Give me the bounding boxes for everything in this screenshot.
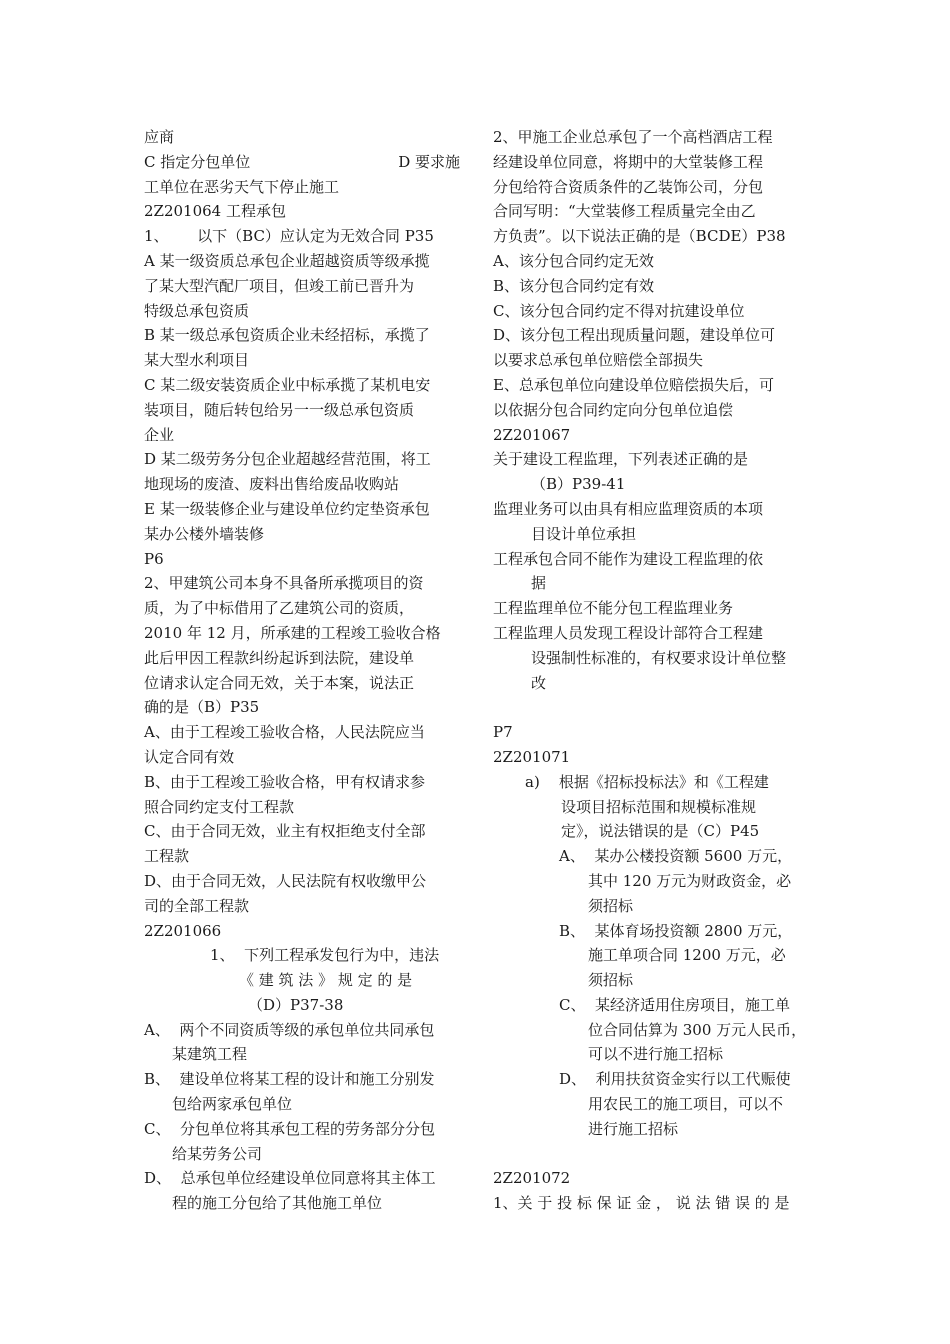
text-line: 工程款 (144, 847, 190, 866)
section-heading: 2Z201072 (493, 1169, 571, 1188)
question-line: 1、 以下（BC）应认定为无效合同 P35 (144, 227, 434, 246)
text-line: （D）P37-38 (248, 995, 344, 1014)
section-heading: 2Z201066 (144, 921, 222, 940)
question-line: 1、关 于 投 标 保 证 金 ， 说 法 错 误 的 是 (493, 1194, 790, 1213)
option-line: C、该分包合同约定不得对抗建设单位 (493, 301, 745, 320)
option-line: D、 总承包单位经建设单位同意将其主体工 (144, 1169, 436, 1188)
text-line: 位请求认定合同无效，关于本案，说法正 (144, 673, 415, 692)
text-line: 合同写明：“大堂装修工程质量完全由乙 (493, 202, 756, 221)
text-line: 给某劳务公司 (172, 1144, 263, 1163)
option-line: B、 建设单位将某工程的设计和施工分别发 (144, 1070, 435, 1089)
option-line: A 某一级资质总承包企业超越资质等级承揽 (144, 251, 430, 270)
question-line: 2、甲施工企业总承包了一个高档酒店工程 (493, 128, 773, 146)
text-line: 2010 年 12 月，所承建的工程竣工验收合格 (144, 623, 441, 642)
text-line: 企业 (144, 425, 175, 444)
text-line: 应商 (144, 128, 175, 146)
text-line: 某大型水利项目 (144, 351, 250, 370)
option-line: 工程监理人员发现工程设计部符合工程建 (493, 623, 764, 642)
text-line: 确的是（B）P35 (144, 698, 260, 717)
text-line: 包给两家承包单位 (172, 1095, 293, 1114)
text-line: 施工单项合同 1200 万元，必 (588, 946, 786, 965)
option-line: B 某一级总承包资质企业未经招标，承揽了 (144, 326, 430, 345)
text-line: 方负责”。以下说法正确的是（BCDE）P38 (493, 227, 786, 246)
text-line: 设项目招标范围和规模标准规 (561, 797, 757, 816)
text-line: 工单位在恶劣天气下停止施工 (144, 177, 340, 196)
option-line: D 某二级劳务分包企业超越经营范围，将工 (144, 450, 431, 469)
text-line: 《 建 筑 法 》 规 定 的 是 (239, 971, 413, 990)
text-line: 须招标 (588, 971, 634, 990)
option-line: B、由于工程竣工验收合格，甲有权请求参 (144, 772, 426, 791)
text-line: 某建筑工程 (172, 1045, 248, 1064)
text-line: 须招标 (588, 896, 634, 915)
text-line: 改 (531, 673, 547, 692)
option-line: A、 某办公楼投资额 5600 万元， (559, 847, 793, 866)
text-line: 定》，说法错误的是（C）P45 (561, 822, 760, 841)
text-line: 分包给符合资质条件的乙装饰公司，分包 (493, 177, 764, 196)
text-line: 以依据分包合同约定向分包单位追偿 (493, 400, 734, 419)
section-heading: 2Z201064 工程承包 (144, 202, 286, 221)
question-line: 2、甲建筑公司本身不具备所承揽项目的资 (144, 574, 424, 593)
section-heading: 2Z201067 (493, 425, 571, 444)
text-line: 位合同估算为 300 万元人民币， (588, 1020, 807, 1039)
option-line: C、 某经济适用住房项目，施工单 (559, 995, 791, 1014)
text-line: 照合同约定支付工程款 (144, 797, 295, 816)
text-line: 其中 120 万元为财政资金，必 (588, 871, 792, 890)
option-line: A、由于工程竣工验收合格，人民法院应当 (144, 723, 425, 742)
text-line: 质，为了中标借用了乙建筑公司的资质， (144, 599, 415, 618)
text-line: 进行施工招标 (588, 1119, 679, 1138)
text-line: 程的施工分包给了其他施工单位 (172, 1194, 383, 1213)
option-line: 监理业务可以由具有相应监理资质的本项 (493, 499, 764, 518)
question-line: 关于建设工程监理，下列表述正确的是 (493, 450, 749, 469)
text-line: 某办公楼外墙装修 (144, 524, 265, 543)
section-heading: 2Z201071 (493, 747, 571, 766)
option-line: D、由于合同无效，人民法院有权收缴甲公 (144, 871, 427, 890)
text-line: （B）P39-41 (531, 475, 626, 494)
text-line: 司的全部工程款 (144, 896, 250, 915)
text-line: 特级总承包资质 (144, 301, 250, 320)
text-line: 设强制性标准的，有权要求设计单位整 (531, 648, 787, 667)
spacer (493, 695, 811, 720)
text-line: 据 (531, 574, 547, 593)
option-line: B、 某体育场投资额 2800 万元， (559, 921, 793, 940)
text-line: 经建设单位同意，将期中的大堂装修工程 (493, 152, 764, 171)
spacer (493, 1142, 811, 1167)
options-row (144, 150, 460, 175)
option-line: 工程承包合同不能作为建设工程监理的依 (493, 549, 764, 568)
option-line: E 某一级装修企业与建设单位约定垫资承包 (144, 499, 430, 518)
option-line: D、 利用扶贫资金实行以工代赈使 (559, 1070, 791, 1089)
text-line: 用农民工的施工项目，可以不 (588, 1095, 784, 1114)
option-line: 工程监理单位不能分包工程监理业务 (493, 599, 734, 618)
text-line: 此后甲因工程款纠纷起诉到法院，建设单 (144, 648, 415, 667)
page-marker: P7 (493, 723, 513, 742)
option-line: A、该分包合同约定无效 (493, 251, 654, 270)
option-d: D 要求施 (398, 152, 460, 171)
text-line: 可以不进行施工招标 (588, 1045, 724, 1064)
text-line: 以要求总承包单位赔偿全部损失 (493, 351, 704, 370)
right-column (493, 125, 811, 1216)
question-line: 1、 下列工程承发包行为中，违法 (210, 946, 440, 965)
text-line: 了某大型汽配厂项目，但竣工前已晋升为 (144, 276, 415, 295)
option-c: C 指定分包单位 (144, 152, 251, 171)
question-line: a) 根据《招标投标法》和《工程建 (525, 772, 769, 791)
text-line: 认定合同有效 (144, 747, 235, 766)
option-line: C 某二级安装资质企业中标承揽了某机电安 (144, 375, 431, 394)
option-line: C、 分包单位将其承包工程的劳务部分分包 (144, 1119, 436, 1138)
option-line: A、 两个不同资质等级的承包单位共同承包 (144, 1020, 435, 1039)
option-line: B、该分包合同约定有效 (493, 276, 655, 295)
option-line: C、由于合同无效，业主有权拒绝支付全部 (144, 822, 426, 841)
option-line: D、该分包工程出现质量问题，建设单位可 (493, 326, 776, 345)
page-marker: P6 (144, 549, 164, 568)
text-line: 目设计单位承担 (531, 524, 637, 543)
option-line: E、总承包单位向建设单位赔偿损失后，可 (493, 375, 774, 394)
left-column (144, 125, 460, 1216)
text-line: 地现场的废渣、废料出售给废品收购站 (144, 475, 400, 494)
text-line: 装项目，随后转包给另一一级总承包资质 (144, 400, 415, 419)
